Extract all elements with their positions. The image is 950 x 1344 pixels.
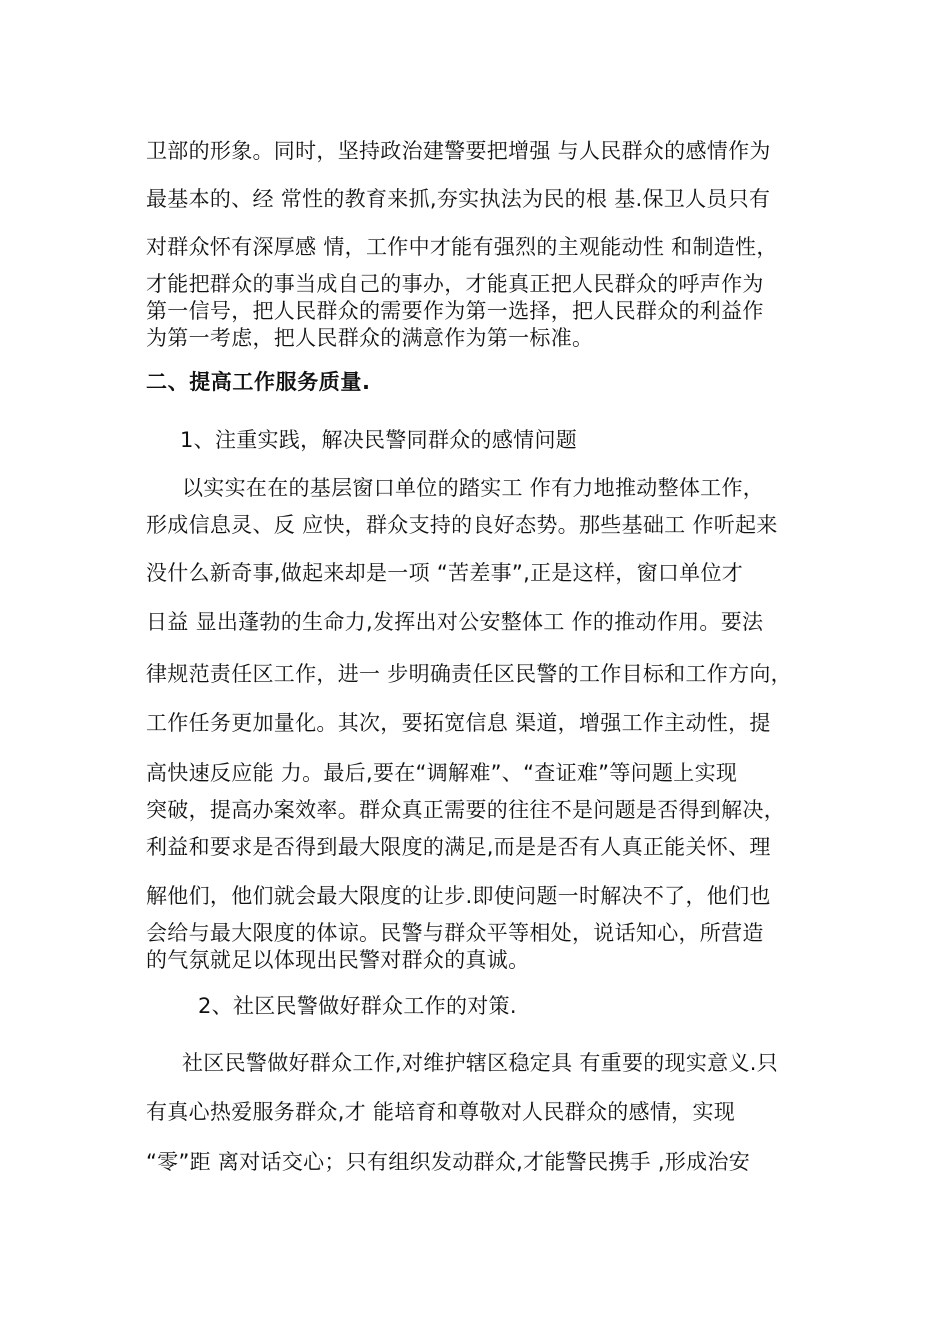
body-text-line: 会给与最大限度的体谅。民警与群众平等相处，说话知心，所营造 <box>146 921 764 945</box>
body-text-line: 没什么新奇事,做起来却是一项 “苦差事”,正是这样，窗口单位才 <box>146 561 744 585</box>
body-text-line: 工作任务更加量化。其次，要拓宽信息 渠道，增强工作主动性，提 <box>146 711 771 735</box>
body-text-line: 为第一考虑，把人民群众的满意作为第一标准。 <box>146 326 594 350</box>
subsection-heading: 2、社区民警做好群众工作的对策. <box>198 994 517 1018</box>
body-text-line: 才能把群众的事当成自己的事办，才能真正把人民群众的呼声作为 <box>146 272 764 296</box>
body-text-line: 解他们，他们就会最大限度的让步.即使问题一时解决不了，他们也 <box>146 884 771 908</box>
body-text-line: 的气氛就足以体现出民警对群众的真诚。 <box>146 948 530 972</box>
section-heading: 二、提高工作服务质量. <box>146 370 371 394</box>
body-text-line: 利益和要求是否得到最大限度的满足,而是是否有人真正能关怀、理 <box>146 835 771 859</box>
body-text-line: 突破，提高办案效率。群众真正需要的往往不是问题是否得到解决， <box>146 798 785 822</box>
paragraph-first-line: 社区民警做好群众工作,对维护辖区稳定具 有重要的现实意义.只 <box>182 1051 779 1075</box>
body-text-line: 第一信号，把人民群众的需要作为第一选择，把人民群众的利益作 <box>146 299 764 323</box>
subsection-heading: 1、注重实践，解决民警同群众的感情问题 <box>180 428 578 452</box>
body-text-line: 高快速反应能 力。最后,要在“调解难”、“查证难”等问题上实现 <box>146 761 738 785</box>
body-text-line: 形成信息灵、反 应快，群众支持的良好态势。那些基础工 作听起来 <box>146 513 778 537</box>
body-text-line: 日益 显出蓬勃的生命力,发挥出对公安整体工 作的推动作用。要法 <box>146 610 764 634</box>
body-text-line: 律规范责任区工作，进一 步明确责任区民警的工作目标和工作方向， <box>146 662 792 686</box>
body-text-line: 卫部的形象。同时，坚持政治建警要把增强 与人民群众的感情作为 <box>146 139 771 163</box>
body-text-line: “零”距 离对话交心；只有组织发动群众,才能警民携手 ,形成治安 <box>146 1150 751 1174</box>
body-text-line: 最基本的、经 常性的教育来抓,夯实执法为民的根 基.保卫人员只有 <box>146 187 771 211</box>
body-text-line: 对群众怀有深厚感 情，工作中才能有强烈的主观能动性 和制造性， <box>146 235 778 259</box>
paragraph-first-line: 以实实在在的基层窗口单位的踏实工 作有力地推动整体工作， <box>182 476 765 500</box>
body-text-line: 有真心热爱服务群众,才 能培育和尊敬对人民群众的感情，实现 <box>146 1100 736 1124</box>
